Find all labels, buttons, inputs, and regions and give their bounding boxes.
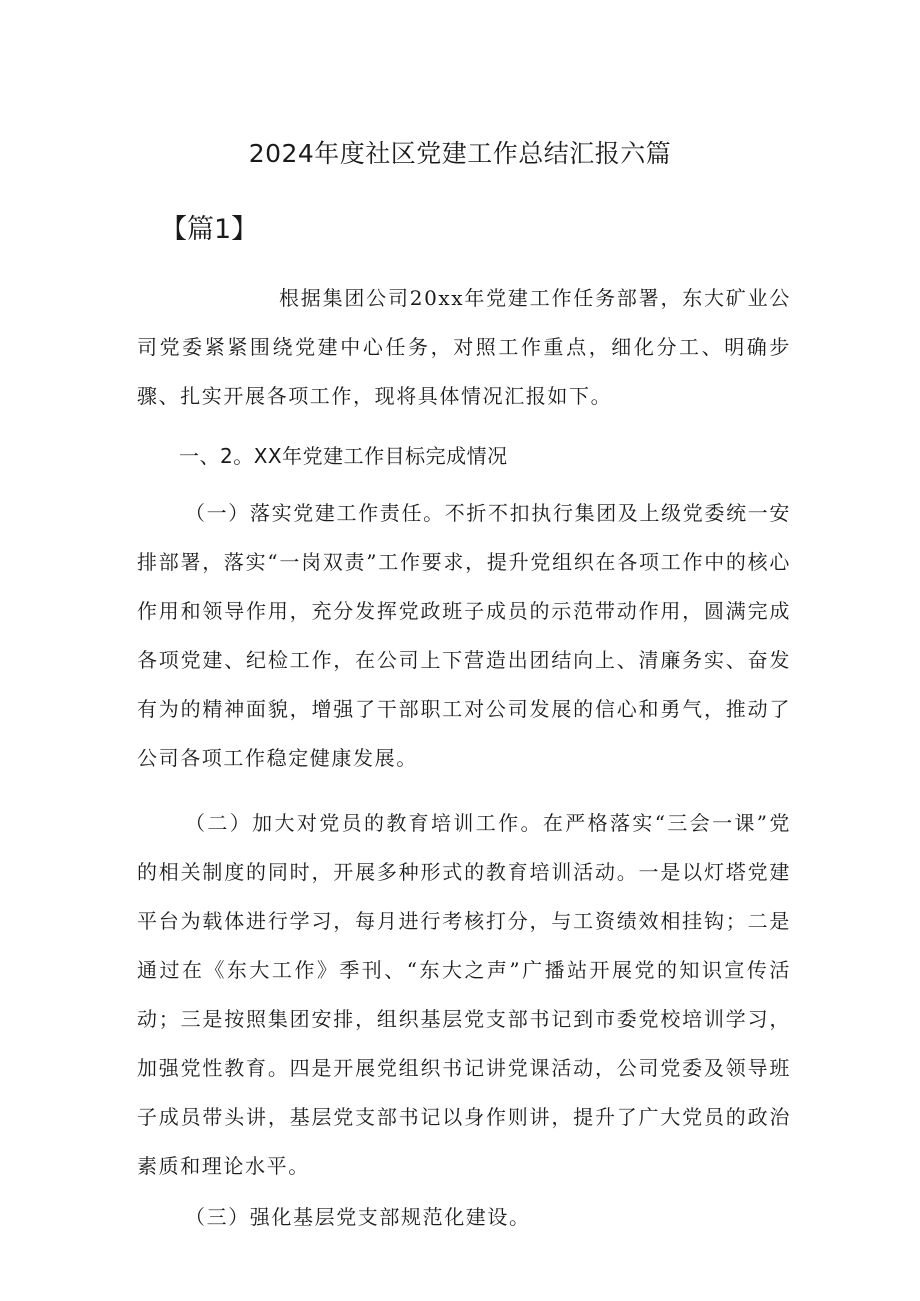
section-heading: 一、2。XX年党建工作目标完成情况	[179, 444, 508, 468]
paragraph-responsibility: （一）落实党建工作责任。不折不扣执行集团及上级党委统一安排部署，落实“一岗双责”工作要求，提升党组织在各项工作中的核心作用和领导作用，充分发挥党政班子成员的示范带动作用，圆满完成各项党建、纪检工作，在公司上下营造出团结向上、清廉务实、奋发有为的精神面貌，增强了干部职工对公司发展的信心和勇气，推动了公司各项工作稳定健康发展。	[137, 501, 791, 770]
section-label: 【篇1】	[160, 214, 259, 245]
intro-paragraph: 根据集团公司20xx年党建工作任务部署，东大矿业公司党委紧紧围绕党建中心任务，对照工作重点，细化分工、明确步骤、扎实开展各项工作，现将具体情况汇报如下。	[137, 286, 791, 408]
document-body	[137, 274, 791, 1242]
paragraph-standardization: （三）强化基层党支部规范化建设。	[185, 1205, 531, 1229]
document-title: 2024年度社区党建工作总结汇报六篇	[248, 139, 672, 168]
paragraph-education: （二）加大对党员的教育培训工作。在严格落实“三会一课”党的相关制度的同时，开展多种形式的教育培训活动。一是以灯塔党建平台为载体进行学习，每月进行考核打分，与工资绩效相挂钩；二是通过在《东大工作》季刊、“东大之声”广播站开展党的知识宣传活动；三是按照集团安排，组织基层党支部书记到市委党校培训学习，加强党性教育。四是开展党组织书记讲党课活动，公司党委及领导班子成员带头讲，基层党支部书记以身作则讲，提升了广大党员的政治素质和理论水平。	[137, 811, 791, 1178]
